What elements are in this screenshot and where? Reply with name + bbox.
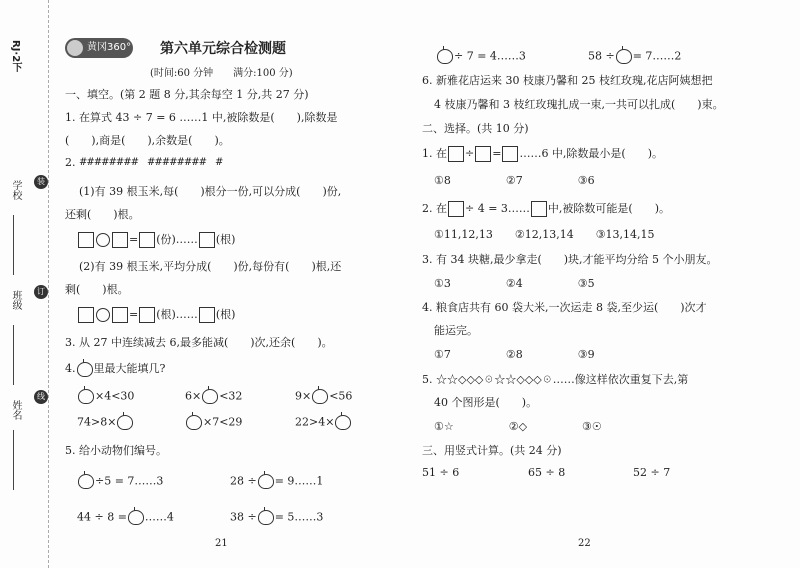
q4-number: 4. — [65, 362, 76, 375]
edition-code: RJ·2下 — [10, 40, 21, 73]
choice-4-line-b: 能运完。 — [434, 324, 478, 337]
apple-icon[interactable] — [186, 415, 202, 430]
q5-r1-b-text: 28 ÷ — [230, 474, 257, 488]
q4-r2-c — [295, 415, 352, 430]
q4-r1-a-text: ×4<30 — [95, 389, 135, 403]
q5-r3-b — [588, 49, 681, 64]
apple-icon[interactable] — [202, 389, 218, 404]
choice-1: 1. 在 ÷ = ……6 中,除数最小是( )。 — [422, 147, 664, 160]
q2-1-line-a: (1)有 39 根玉米,每( )根分一份,可以分成( )份, — [79, 185, 342, 198]
name-label: 姓名 — [10, 400, 21, 420]
choice-3-options: ①3 ②4 ③5 — [434, 277, 595, 290]
answer-box[interactable] — [112, 232, 128, 248]
answer-box[interactable] — [139, 232, 155, 248]
q2-1-unit-b: (根) — [215, 233, 236, 246]
animal-icon[interactable] — [437, 49, 453, 64]
choice-4-options: ①7 ②8 ③9 — [434, 348, 595, 361]
choice-2-options: ①11,12,13 ②12,13,14 ③13,14,15 — [434, 228, 655, 241]
q2-1-unit-a: (份)…… — [156, 233, 198, 246]
q5-r2-b-text2: = 5……3 — [274, 510, 324, 524]
choice-2-text2: ÷ 4 = 3…… — [465, 202, 530, 215]
q5-r2-a — [77, 510, 174, 525]
class-line — [13, 325, 14, 385]
school-line — [13, 215, 14, 275]
choice-3: 3. 有 34 块糖,最少拿走( )块,才能平均分给 5 个小朋友。 — [422, 253, 718, 266]
choice-5-options: ①☆ ②◇ ③☉ — [434, 420, 602, 433]
brand-badge — [65, 38, 133, 58]
q4-r1-a — [77, 389, 134, 404]
exam-subtitle: (时间:60 分钟 满分:100 分) — [150, 68, 293, 79]
q1-line-b: ( ),商是( ),余数是( )。 — [65, 134, 230, 147]
page-22 — [418, 0, 788, 568]
q2-2-equation: = (根)…… (根) — [77, 306, 235, 323]
q1-line-a: 1. 在算式 43 ÷ 7 = 6 ……1 中,被除数是( ),除数是 — [65, 111, 338, 124]
q5-r1-b — [230, 474, 323, 489]
vertical-calc-1: 51 ÷ 6 — [422, 466, 460, 479]
choice-2-text3: 中,被除数可能是( )。 — [547, 202, 671, 215]
choice-5-line-a: 5. ☆☆◇◇◇☉☆☆◇◇◇☉……像这样依次重复下去,第 — [422, 373, 689, 386]
choice-1-text2: ……6 中,除数最小是( )。 — [519, 147, 664, 160]
choice-2 — [422, 200, 670, 217]
section-1-heading: 一、填空。(第 2 题 8 分,其余每空 1 分,共 27 分) — [65, 88, 309, 101]
answer-box[interactable] — [475, 146, 491, 162]
vertical-calc-2: 65 ÷ 8 — [528, 466, 566, 479]
q4-r1-c — [295, 389, 352, 404]
q4-r1-c-text2: <56 — [329, 389, 353, 403]
q5-text: 5. 给小动物们编号。 — [65, 444, 167, 457]
answer-box[interactable] — [139, 307, 155, 323]
page-title: 第六单元综合检测题 — [160, 41, 286, 57]
answer-box[interactable] — [531, 201, 547, 217]
vertical-calc-3: 52 ÷ 7 — [633, 466, 671, 479]
q4-r1-c-text: 9× — [295, 389, 312, 403]
q5-r3-a — [436, 49, 526, 64]
q2-2-line-a: (2)有 39 根玉米,平均分成( )份,每份有( )根,还 — [79, 260, 342, 273]
apple-icon[interactable] — [78, 389, 94, 404]
q3-text: 3. 从 27 中连续减去 6,最多能减( )次,还余( )。 — [65, 336, 333, 349]
q2-2-line-b: 剩( )根。 — [65, 283, 129, 296]
q5-r1-a — [77, 474, 163, 489]
corn-illustration: ######## ######## # — [79, 157, 223, 168]
q4-prompt — [65, 360, 165, 377]
section-2-heading: 二、选择。(共 10 分) — [422, 122, 529, 135]
answer-box[interactable] — [112, 307, 128, 323]
binding-hole-3: 线 — [34, 390, 48, 404]
choice-2-text: 2. 在 — [422, 202, 447, 215]
mascot-icon — [67, 40, 83, 56]
binding-margin — [0, 0, 49, 568]
q5-r3-b-text: 58 ÷ — [588, 49, 615, 63]
q4-r2-a — [77, 415, 134, 430]
class-label: 班级 — [10, 290, 21, 310]
apple-icon[interactable] — [117, 415, 133, 430]
q2-number: 2. — [65, 156, 76, 169]
answer-box[interactable] — [199, 232, 215, 248]
q4-r1-b-text: 6× — [185, 389, 202, 403]
answer-box[interactable] — [448, 201, 464, 217]
page-number-right: 22 — [578, 538, 591, 549]
q6-line-b: 4 枝康乃馨和 3 枝红玫瑰扎成一束,一共可以扎成( )束。 — [434, 98, 724, 111]
binding-hole-2: 订 — [34, 285, 48, 299]
choice-4-line-a: 4. 粮食店共有 60 袋大米,一次运走 8 袋,至少运( )次才 — [422, 301, 707, 314]
answer-box[interactable] — [199, 307, 215, 323]
section-3-heading: 三、用竖式计算。(共 24 分) — [422, 444, 562, 457]
q5-r2-a-text: 44 ÷ 8 = — [77, 510, 127, 524]
answer-box[interactable] — [78, 232, 94, 248]
q4-r2-c-text: 22>4× — [295, 415, 335, 429]
page-21 — [55, 0, 400, 568]
q2-2-unit-b: (根) — [215, 308, 236, 321]
animal-icon[interactable] — [78, 474, 94, 489]
q5-r2-b-text: 38 ÷ — [230, 510, 257, 524]
answer-box[interactable] — [78, 307, 94, 323]
choice-5-line-b: 40 个图形是( )。 — [434, 396, 538, 409]
q2-1-equation: = (份)…… (根) — [77, 231, 235, 248]
q5-r3-b-text2: = 7……2 — [632, 49, 682, 63]
q6-line-a: 6. 新雅花店运来 30 枝康乃馨和 25 枝红玫瑰,花店阿姨想把 — [422, 74, 713, 87]
choice-1-options: ①8 ②7 ③6 — [434, 174, 595, 187]
q5-r2-b — [230, 510, 323, 525]
q2-2-unit-a: (根)…… — [156, 308, 198, 321]
choice-1-text: 1. 在 — [422, 147, 447, 160]
name-line — [13, 430, 14, 490]
q5-r3-a-text: ÷ 7 = 4……3 — [454, 49, 526, 63]
apple-icon[interactable] — [335, 415, 351, 430]
page-number-left: 21 — [215, 538, 228, 549]
answer-box[interactable] — [502, 146, 518, 162]
q5-r1-b-text2: = 9……1 — [274, 474, 324, 488]
q5-r2-a-text2: ……4 — [144, 510, 174, 524]
q5-r1-a-text: ÷5 = 7……3 — [95, 474, 164, 488]
animal-icon[interactable] — [258, 474, 274, 489]
q2-1-line-b: 还剩( )根。 — [65, 208, 140, 221]
q4-r2-b-text: ×7<29 — [203, 415, 243, 429]
animal-icon[interactable] — [258, 510, 274, 525]
school-label: 学校 — [10, 180, 21, 200]
q4-r2-b — [185, 415, 242, 430]
animal-icon[interactable] — [128, 510, 144, 525]
animal-icon[interactable] — [616, 49, 632, 64]
operator-circle[interactable] — [96, 308, 110, 322]
brand-text: 黄冈360° — [87, 42, 132, 53]
apple-icon — [77, 362, 93, 377]
q4-text: 里最大能填几? — [93, 362, 166, 375]
answer-box[interactable] — [448, 146, 464, 162]
operator-circle[interactable] — [96, 233, 110, 247]
q4-r1-b-text2: <32 — [219, 389, 243, 403]
q4-r1-b — [185, 389, 242, 404]
q4-r2-a-text: 74>8× — [77, 415, 117, 429]
binding-hole-1: 装 — [34, 175, 48, 189]
apple-icon[interactable] — [312, 389, 328, 404]
